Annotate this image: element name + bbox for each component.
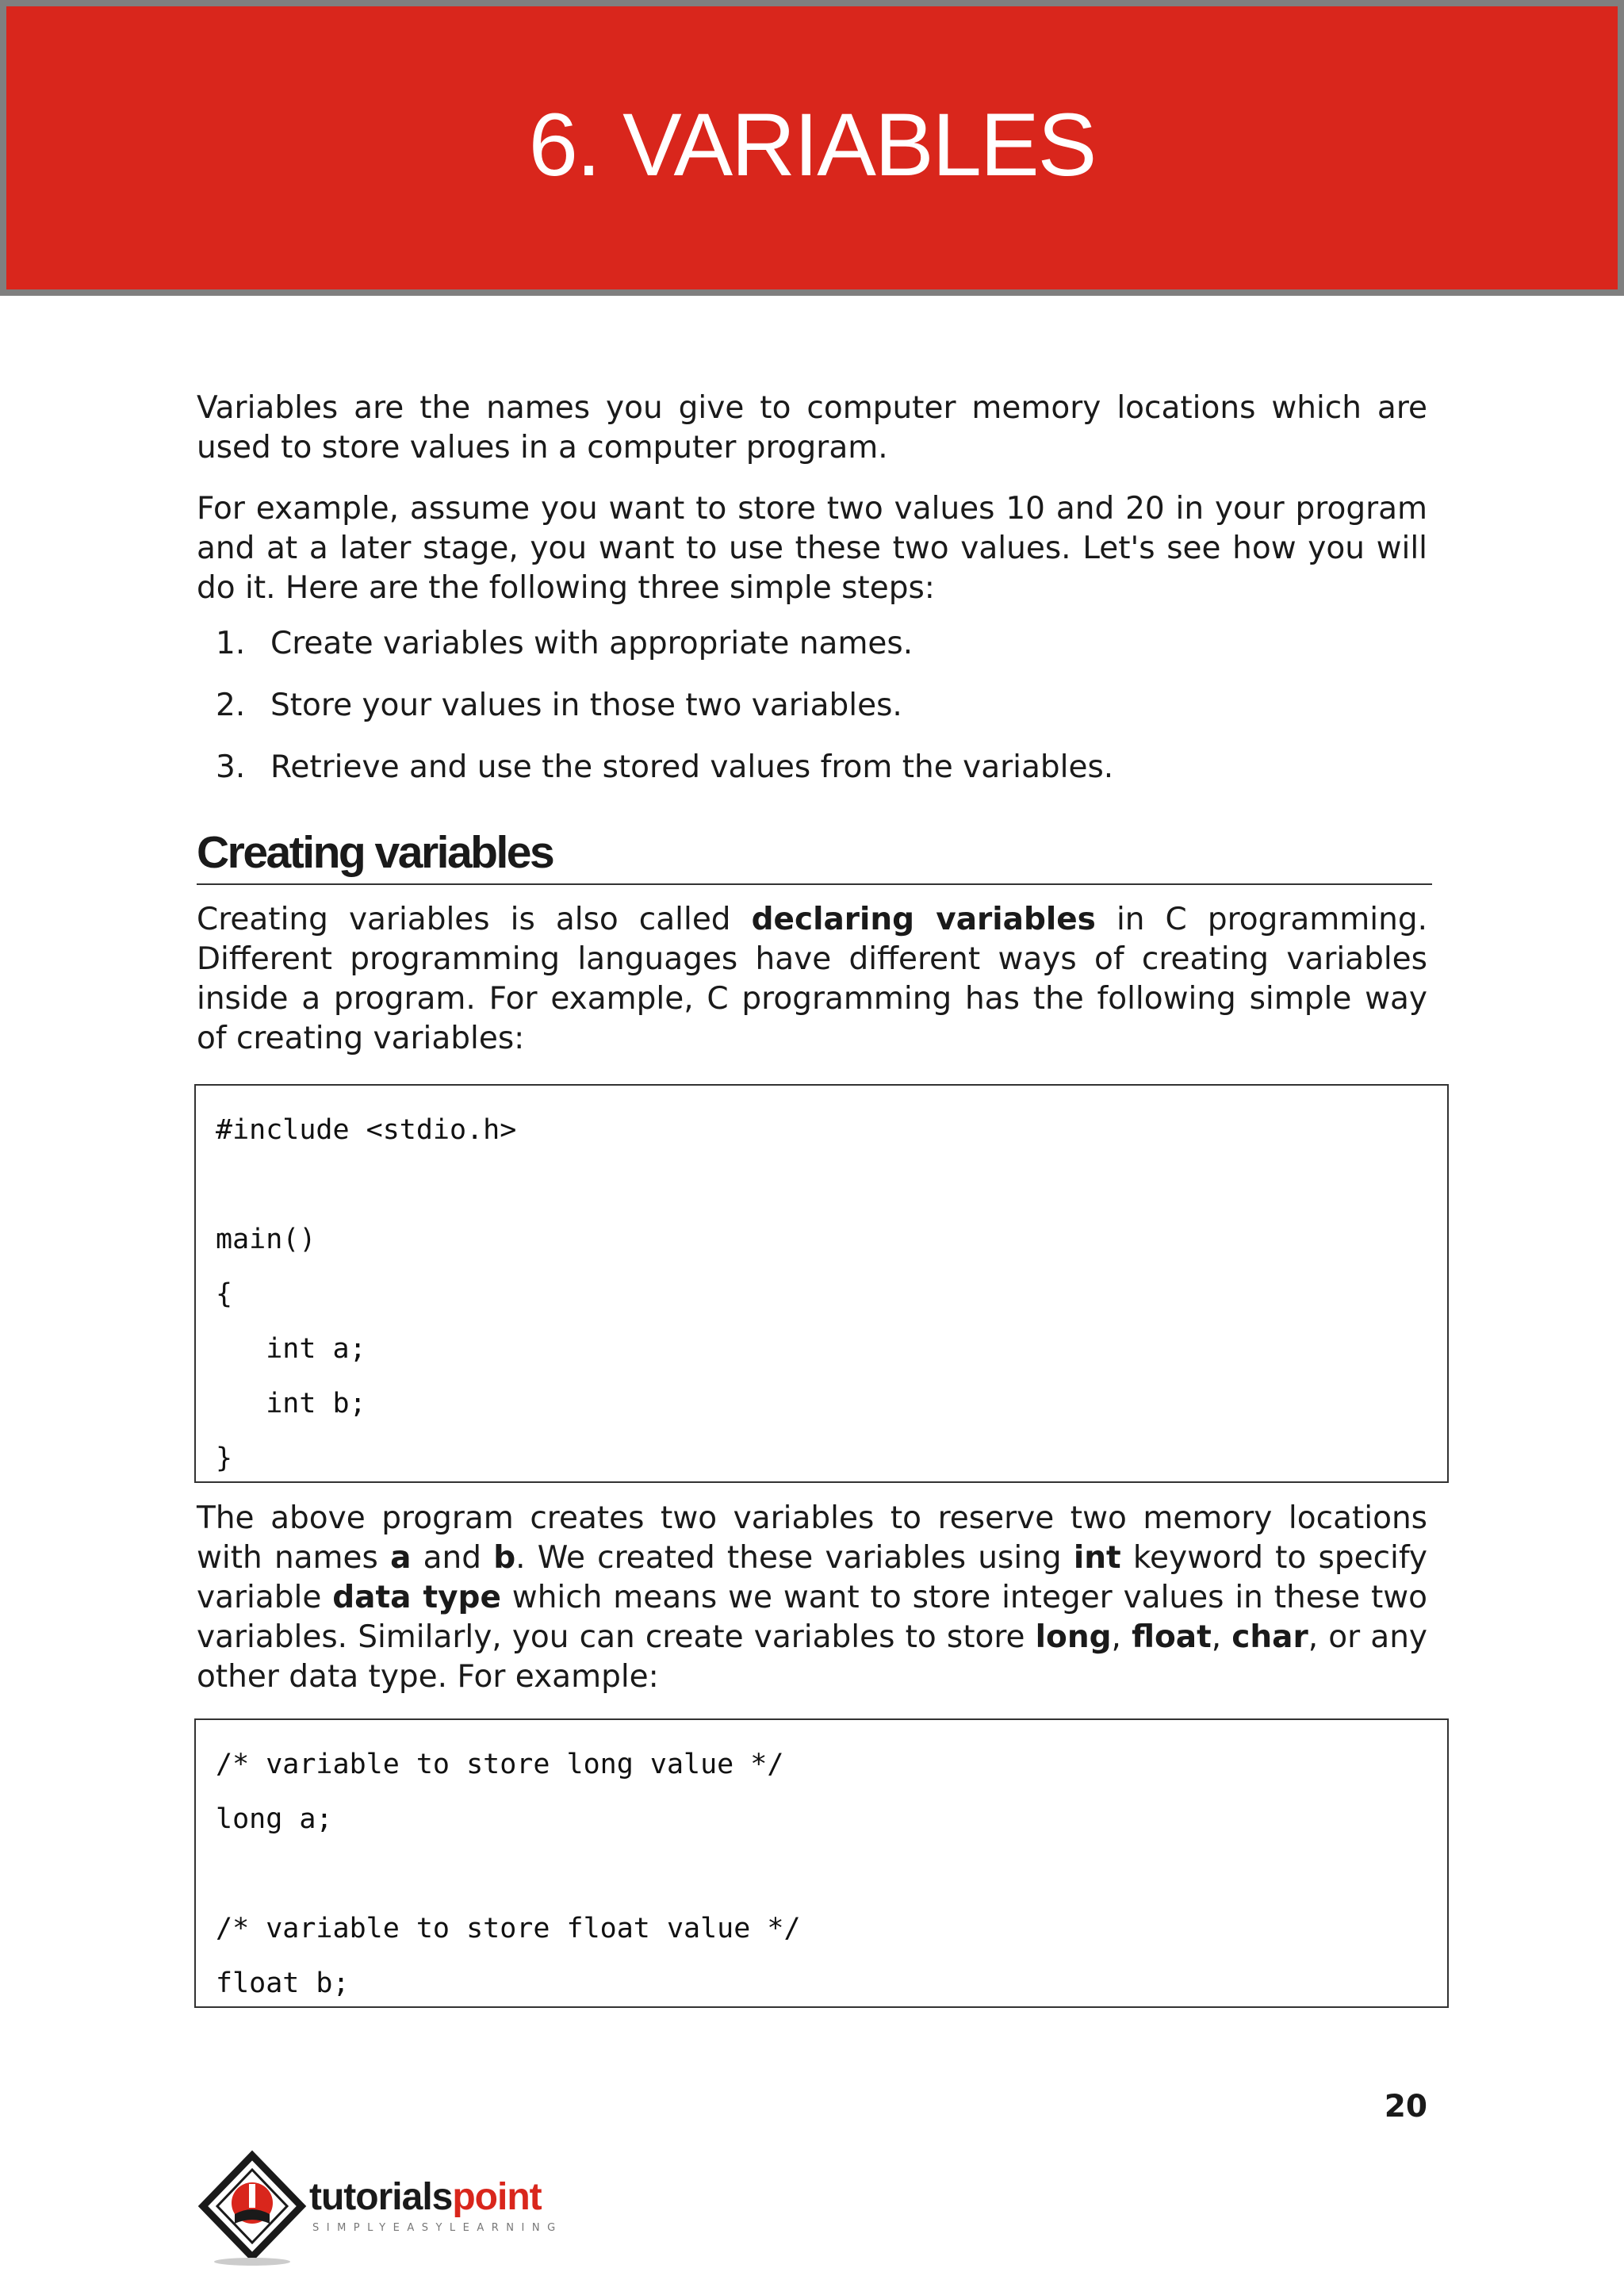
code-line: /* variable to store float value */	[216, 1913, 801, 1944]
tutorialspoint-logo	[197, 2149, 577, 2268]
steps-list	[197, 624, 1427, 810]
bold-term: b	[493, 1540, 516, 1576]
bold-term: float	[1132, 1619, 1212, 1655]
code-line	[216, 1158, 1447, 1213]
bold-term: char	[1231, 1619, 1308, 1655]
list-item	[197, 686, 1427, 748]
bold-term: long	[1035, 1619, 1112, 1655]
logo-word-2: point	[452, 2176, 542, 2218]
list-text: Create variables with appropriate names.	[270, 626, 914, 661]
code-block-types	[194, 1718, 1449, 2008]
logo-wordmark	[309, 2178, 542, 2217]
code-block-declarations	[194, 1084, 1449, 1483]
text-run: . We created these variables using	[515, 1540, 1074, 1576]
list-number: 2.	[216, 688, 246, 723]
code-line: main()	[216, 1224, 316, 1255]
list-item	[197, 748, 1427, 810]
bold-term: declaring variables	[751, 902, 1096, 937]
code-line: /* variable to store long value */	[216, 1749, 784, 1780]
text-run: keyword to specify variable	[197, 1540, 1427, 1615]
text-run: in C programming. Different programming languages have different ways of creating variables inside a program. For example, C programming has the following simple way of creating variables:	[197, 902, 1427, 1056]
code-line: }	[216, 1443, 233, 1474]
text-run: , or any other data type. For example:	[197, 1619, 1427, 1695]
intro-paragraph-2: For example, assume you want to store two values 10 and 20 in your program and at a later stage, you want to use these two values. Let's see how you will do it. Here are the following three simple steps:	[197, 491, 1427, 606]
list-number: 1.	[216, 626, 246, 661]
list-text: Store your values in those two variables.	[270, 688, 902, 723]
section-paragraph-1	[197, 900, 1427, 1059]
code-line: long a;	[216, 1803, 333, 1835]
text-run: ,	[1211, 1619, 1232, 1655]
text-run: Creating variables is also called	[197, 902, 752, 937]
code-line: float b;	[216, 1967, 350, 1999]
chapter-title: 6. VARIABLES	[528, 95, 1096, 194]
bold-term: a	[390, 1540, 412, 1576]
code-line: #include <stdio.h>	[216, 1114, 517, 1146]
text-run: which means we want to store integer values in these two variables. Similarly, you can create variables to store	[197, 1580, 1427, 1655]
logo-word-1: tutorials	[309, 2176, 453, 2218]
text-run: and	[411, 1540, 494, 1576]
bold-term: int	[1073, 1540, 1121, 1576]
list-number: 3.	[216, 749, 246, 785]
text-run: ,	[1111, 1619, 1132, 1655]
chapter-banner	[0, 0, 1624, 296]
logo-tagline: SIMPLYEASYLEARNING	[312, 2222, 563, 2234]
code-line: int a;	[216, 1333, 366, 1365]
code-line: int b;	[216, 1388, 366, 1420]
code-line	[216, 1847, 1447, 1902]
code-line: {	[216, 1278, 233, 1310]
page-number: 20	[1384, 2089, 1427, 2125]
text-run: The above program creates two variables to reserve two memory locations with names	[197, 1500, 1427, 1576]
intro-paragraph-1: Variables are the names you give to computer memory locations which are used to store values in a computer program.	[197, 390, 1427, 466]
logo-emblem-icon	[197, 2149, 308, 2268]
list-item	[197, 624, 1427, 686]
list-text: Retrieve and use the stored values from the variables.	[270, 749, 1114, 785]
bold-term: data type	[332, 1580, 501, 1615]
section-heading: Creating variables	[197, 825, 1432, 885]
section-paragraph-2	[197, 1499, 1427, 1697]
